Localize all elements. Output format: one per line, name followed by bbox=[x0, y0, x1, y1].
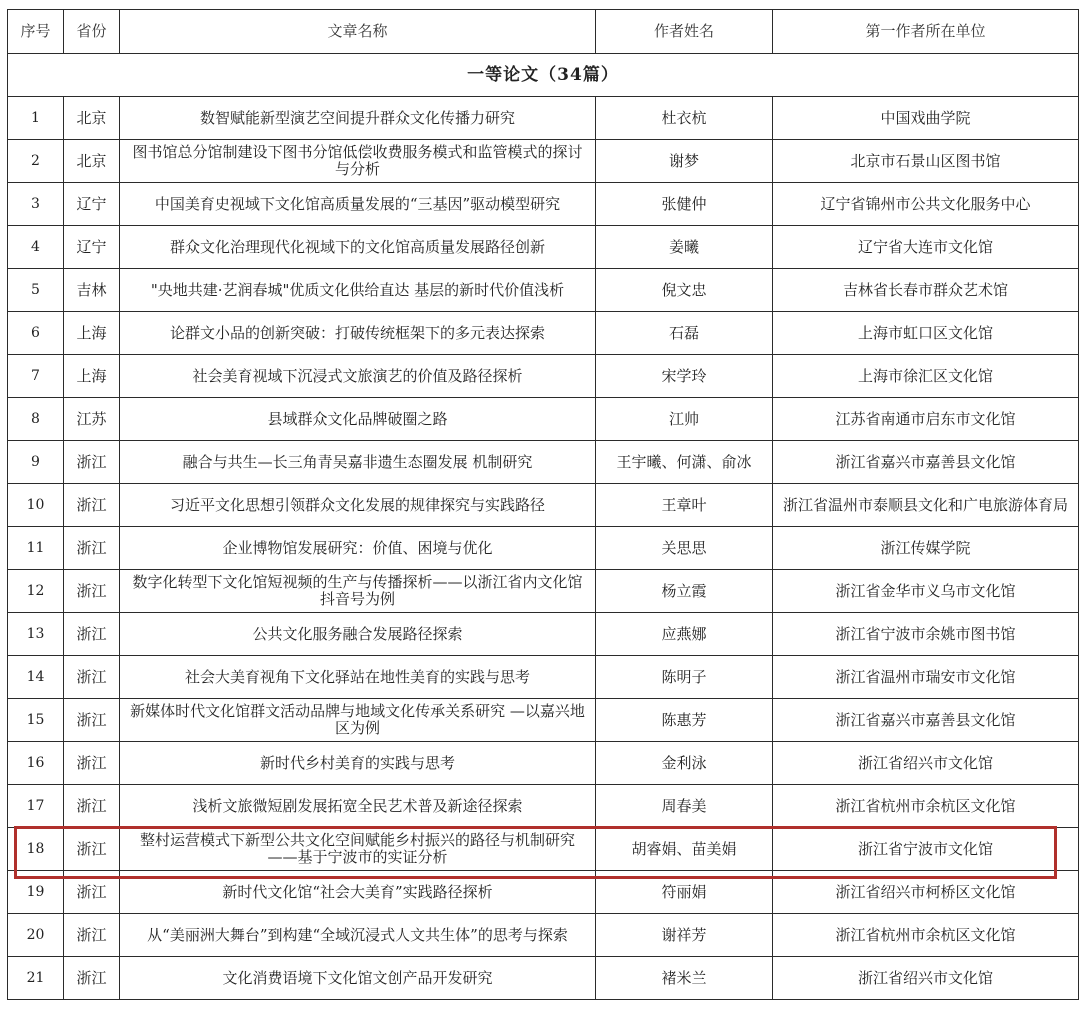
row-title: "央地共建·艺润春城"优质文化供给直达 基层的新时代价值浅析 bbox=[120, 269, 596, 312]
table-row bbox=[8, 914, 1079, 957]
table-row bbox=[8, 742, 1079, 785]
row-province: 辽宁 bbox=[64, 226, 120, 269]
row-province: 辽宁 bbox=[64, 183, 120, 226]
row-author: 应燕娜 bbox=[596, 613, 773, 656]
row-title: 新时代乡村美育的实践与思考 bbox=[120, 742, 596, 785]
row-unit: 浙江省金华市义乌市文化馆 bbox=[773, 570, 1079, 613]
row-province: 浙江 bbox=[64, 957, 120, 1000]
row-province: 浙江 bbox=[64, 484, 120, 527]
row-number: 3 bbox=[8, 183, 64, 226]
table-row bbox=[8, 97, 1079, 140]
table-row bbox=[8, 785, 1079, 828]
row-unit: 浙江省绍兴市文化馆 bbox=[773, 742, 1079, 785]
row-number: 2 bbox=[8, 140, 64, 183]
row-province: 浙江 bbox=[64, 742, 120, 785]
row-author: 石磊 bbox=[596, 312, 773, 355]
row-title: 县域群众文化品牌破圈之路 bbox=[120, 398, 596, 441]
row-province: 浙江 bbox=[64, 699, 120, 742]
table-row bbox=[8, 613, 1079, 656]
table-row bbox=[8, 570, 1079, 613]
row-title: 习近平文化思想引领群众文化发展的规律探究与实践路径 bbox=[120, 484, 596, 527]
row-title: 社会美育视域下沉浸式文旅演艺的价值及路径探析 bbox=[120, 355, 596, 398]
row-author: 杨立霞 bbox=[596, 570, 773, 613]
row-number: 13 bbox=[8, 613, 64, 656]
row-unit: 浙江传媒学院 bbox=[773, 527, 1079, 570]
row-author: 符丽娟 bbox=[596, 871, 773, 914]
row-province: 上海 bbox=[64, 355, 120, 398]
row-unit: 浙江省宁波市文化馆 bbox=[773, 828, 1079, 871]
table-row bbox=[8, 226, 1079, 269]
table-row bbox=[8, 828, 1079, 871]
row-title: 论群文小品的创新突破：打破传统框架下的多元表达探索 bbox=[120, 312, 596, 355]
header-title: 文章名称 bbox=[120, 10, 596, 54]
row-unit: 上海市徐汇区文化馆 bbox=[773, 355, 1079, 398]
row-author: 谢梦 bbox=[596, 140, 773, 183]
row-author: 倪文忠 bbox=[596, 269, 773, 312]
row-number: 10 bbox=[8, 484, 64, 527]
row-author: 胡睿娟、苗美娟 bbox=[596, 828, 773, 871]
row-title: 文化消费语境下文化馆文创产品开发研究 bbox=[120, 957, 596, 1000]
row-title: 中国美育史视域下文化馆高质量发展的“三基因”驱动模型研究 bbox=[120, 183, 596, 226]
row-province: 浙江 bbox=[64, 785, 120, 828]
row-title: 从“美丽洲大舞台”到构建“全域沉浸式人文共生体”的思考与探索 bbox=[120, 914, 596, 957]
row-unit: 浙江省绍兴市柯桥区文化馆 bbox=[773, 871, 1079, 914]
row-author: 姜曦 bbox=[596, 226, 773, 269]
row-title: 浅析文旅微短剧发展拓宽全民艺术普及新途径探索 bbox=[120, 785, 596, 828]
row-unit: 北京市石景山区图书馆 bbox=[773, 140, 1079, 183]
row-unit: 浙江省温州市泰顺县文化和广电旅游体育局 bbox=[773, 484, 1079, 527]
row-number: 4 bbox=[8, 226, 64, 269]
table-row bbox=[8, 398, 1079, 441]
row-author: 江帅 bbox=[596, 398, 773, 441]
row-unit: 辽宁省锦州市公共文化服务中心 bbox=[773, 183, 1079, 226]
table-row bbox=[8, 871, 1079, 914]
row-title: 社会大美育视角下文化驿站在地性美育的实践与思考 bbox=[120, 656, 596, 699]
row-author: 金利泳 bbox=[596, 742, 773, 785]
table-row bbox=[8, 312, 1079, 355]
row-province: 北京 bbox=[64, 97, 120, 140]
row-number: 19 bbox=[8, 871, 64, 914]
row-unit: 浙江省绍兴市文化馆 bbox=[773, 957, 1079, 1000]
row-author: 周春美 bbox=[596, 785, 773, 828]
row-title: 新媒体时代文化馆群文活动品牌与地域文化传承关系研究 —以嘉兴地区为例 bbox=[120, 699, 596, 742]
table-row bbox=[8, 527, 1079, 570]
row-province: 浙江 bbox=[64, 871, 120, 914]
table-row bbox=[8, 140, 1079, 183]
row-author: 陈惠芳 bbox=[596, 699, 773, 742]
row-number: 16 bbox=[8, 742, 64, 785]
row-province: 吉林 bbox=[64, 269, 120, 312]
row-title: 数智赋能新型演艺空间提升群众文化传播力研究 bbox=[120, 97, 596, 140]
row-unit: 浙江省杭州市余杭区文化馆 bbox=[773, 914, 1079, 957]
table-row bbox=[8, 441, 1079, 484]
table-row bbox=[8, 484, 1079, 527]
row-province: 浙江 bbox=[64, 828, 120, 871]
row-title: 整村运营模式下新型公共文化空间赋能乡村振兴的路径与机制研究——基于宁波市的实证分析 bbox=[120, 828, 596, 871]
row-province: 浙江 bbox=[64, 527, 120, 570]
row-number: 14 bbox=[8, 656, 64, 699]
row-title: 公共文化服务融合发展路径探索 bbox=[120, 613, 596, 656]
row-author: 王章叶 bbox=[596, 484, 773, 527]
header-author: 作者姓名 bbox=[596, 10, 773, 54]
row-number: 1 bbox=[8, 97, 64, 140]
header-unit: 第一作者所在单位 bbox=[773, 10, 1079, 54]
section-title: 一等论文（34篇） bbox=[8, 54, 1079, 97]
row-province: 上海 bbox=[64, 312, 120, 355]
row-title: 群众文化治理现代化视域下的文化馆高质量发展路径创新 bbox=[120, 226, 596, 269]
row-unit: 浙江省温州市瑞安市文化馆 bbox=[773, 656, 1079, 699]
row-number: 8 bbox=[8, 398, 64, 441]
row-title: 新时代文化馆“社会大美育”实践路径探析 bbox=[120, 871, 596, 914]
row-number: 12 bbox=[8, 570, 64, 613]
table-row bbox=[8, 699, 1079, 742]
row-unit: 浙江省嘉兴市嘉善县文化馆 bbox=[773, 699, 1079, 742]
row-title: 融合与共生—长三角青吴嘉非遗生态圈发展 机制研究 bbox=[120, 441, 596, 484]
row-author: 王宇曦、何潇、俞冰 bbox=[596, 441, 773, 484]
row-number: 5 bbox=[8, 269, 64, 312]
table-row bbox=[8, 269, 1079, 312]
table-row bbox=[8, 656, 1079, 699]
row-province: 浙江 bbox=[64, 656, 120, 699]
row-province: 浙江 bbox=[64, 914, 120, 957]
awards-table bbox=[7, 9, 1079, 1000]
row-number: 20 bbox=[8, 914, 64, 957]
row-author: 张健仲 bbox=[596, 183, 773, 226]
row-unit: 吉林省长春市群众艺术馆 bbox=[773, 269, 1079, 312]
row-unit: 江苏省南通市启东市文化馆 bbox=[773, 398, 1079, 441]
row-number: 9 bbox=[8, 441, 64, 484]
row-author: 关思思 bbox=[596, 527, 773, 570]
table-row bbox=[8, 183, 1079, 226]
row-number: 18 bbox=[8, 828, 64, 871]
row-unit: 辽宁省大连市文化馆 bbox=[773, 226, 1079, 269]
row-province: 浙江 bbox=[64, 613, 120, 656]
row-author: 陈明子 bbox=[596, 656, 773, 699]
row-number: 17 bbox=[8, 785, 64, 828]
row-title: 数字化转型下文化馆短视频的生产与传播探析——以浙江省内文化馆抖音号为例 bbox=[120, 570, 596, 613]
row-number: 21 bbox=[8, 957, 64, 1000]
header-number: 序号 bbox=[8, 10, 64, 54]
row-unit: 中国戏曲学院 bbox=[773, 97, 1079, 140]
row-number: 6 bbox=[8, 312, 64, 355]
row-title: 企业博物馆发展研究：价值、困境与优化 bbox=[120, 527, 596, 570]
row-number: 11 bbox=[8, 527, 64, 570]
row-province: 北京 bbox=[64, 140, 120, 183]
row-unit: 浙江省嘉兴市嘉善县文化馆 bbox=[773, 441, 1079, 484]
table-row bbox=[8, 957, 1079, 1000]
row-number: 7 bbox=[8, 355, 64, 398]
row-province: 浙江 bbox=[64, 441, 120, 484]
row-unit: 浙江省宁波市余姚市图书馆 bbox=[773, 613, 1079, 656]
row-unit: 上海市虹口区文化馆 bbox=[773, 312, 1079, 355]
row-unit: 浙江省杭州市余杭区文化馆 bbox=[773, 785, 1079, 828]
row-title: 图书馆总分馆制建设下图书分馆低偿收费服务模式和监管模式的探讨与分析 bbox=[120, 140, 596, 183]
row-author: 杜衣杭 bbox=[596, 97, 773, 140]
row-province: 浙江 bbox=[64, 570, 120, 613]
row-author: 宋学玲 bbox=[596, 355, 773, 398]
row-number: 15 bbox=[8, 699, 64, 742]
row-province: 江苏 bbox=[64, 398, 120, 441]
header-province: 省份 bbox=[64, 10, 120, 54]
table-row bbox=[8, 355, 1079, 398]
row-author: 谢祥芳 bbox=[596, 914, 773, 957]
row-author: 褚米兰 bbox=[596, 957, 773, 1000]
